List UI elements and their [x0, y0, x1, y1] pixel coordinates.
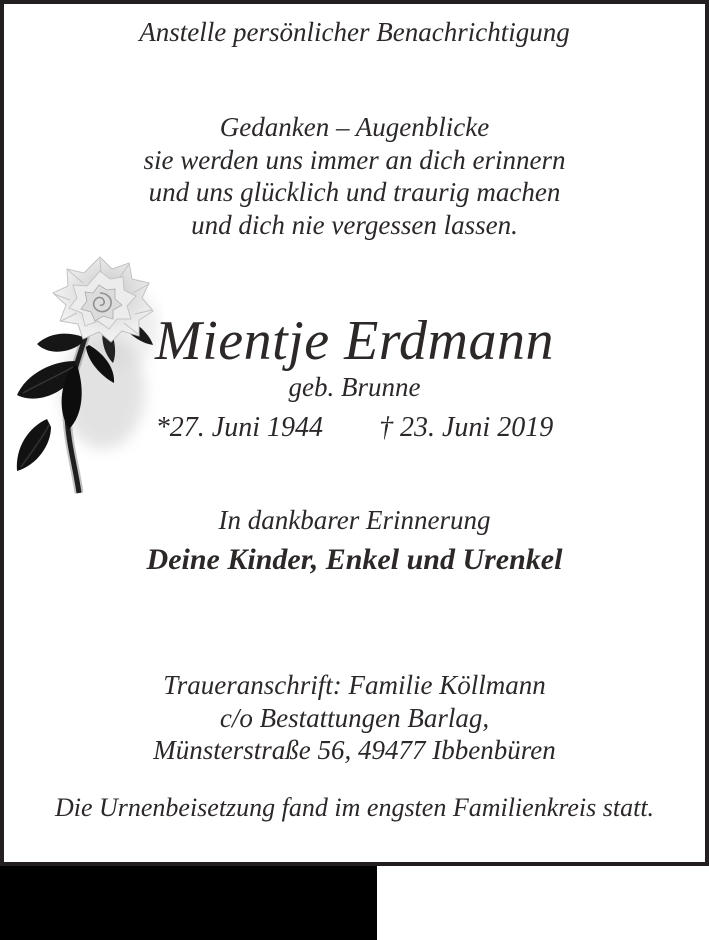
maiden-name: geb. Brunne — [288, 372, 421, 402]
poem-line: Gedanken – Augenblicke — [219, 112, 490, 142]
memorial-poem — [4, 111, 705, 241]
mourning-address — [4, 669, 705, 767]
address-line: Münsterstraße 56, 49477 Ibbenbüren — [153, 735, 556, 765]
closing-line: Die Urnenbeisetzung fand im engsten Familienkreis statt. — [54, 793, 655, 822]
poem-line: und dich nie vergessen lassen. — [191, 209, 518, 240]
death-date: † 23. Juni 2019 — [379, 412, 554, 443]
remembrance-line: In dankbarer Erinnerung — [218, 505, 491, 535]
address-line: Traueranschrift: Familie Köllmann — [163, 670, 546, 700]
poem-line: und uns glücklich und traurig machen — [148, 177, 561, 207]
intro-line: Anstelle persönlicher Benachrichtigung — [139, 17, 570, 47]
birth-date: *27. Juni 1944 — [155, 412, 323, 443]
deceased-name: Mientje Erdmann — [155, 310, 554, 372]
redaction-block — [0, 866, 377, 940]
poem-line: sie werden uns immer an dich erinnern — [143, 144, 566, 175]
address-line: c/o Bestattungen Barlag, — [219, 702, 490, 733]
mourners-line: Deine Kinder, Enkel und Urenkel — [146, 543, 563, 576]
life-dates — [4, 411, 705, 445]
